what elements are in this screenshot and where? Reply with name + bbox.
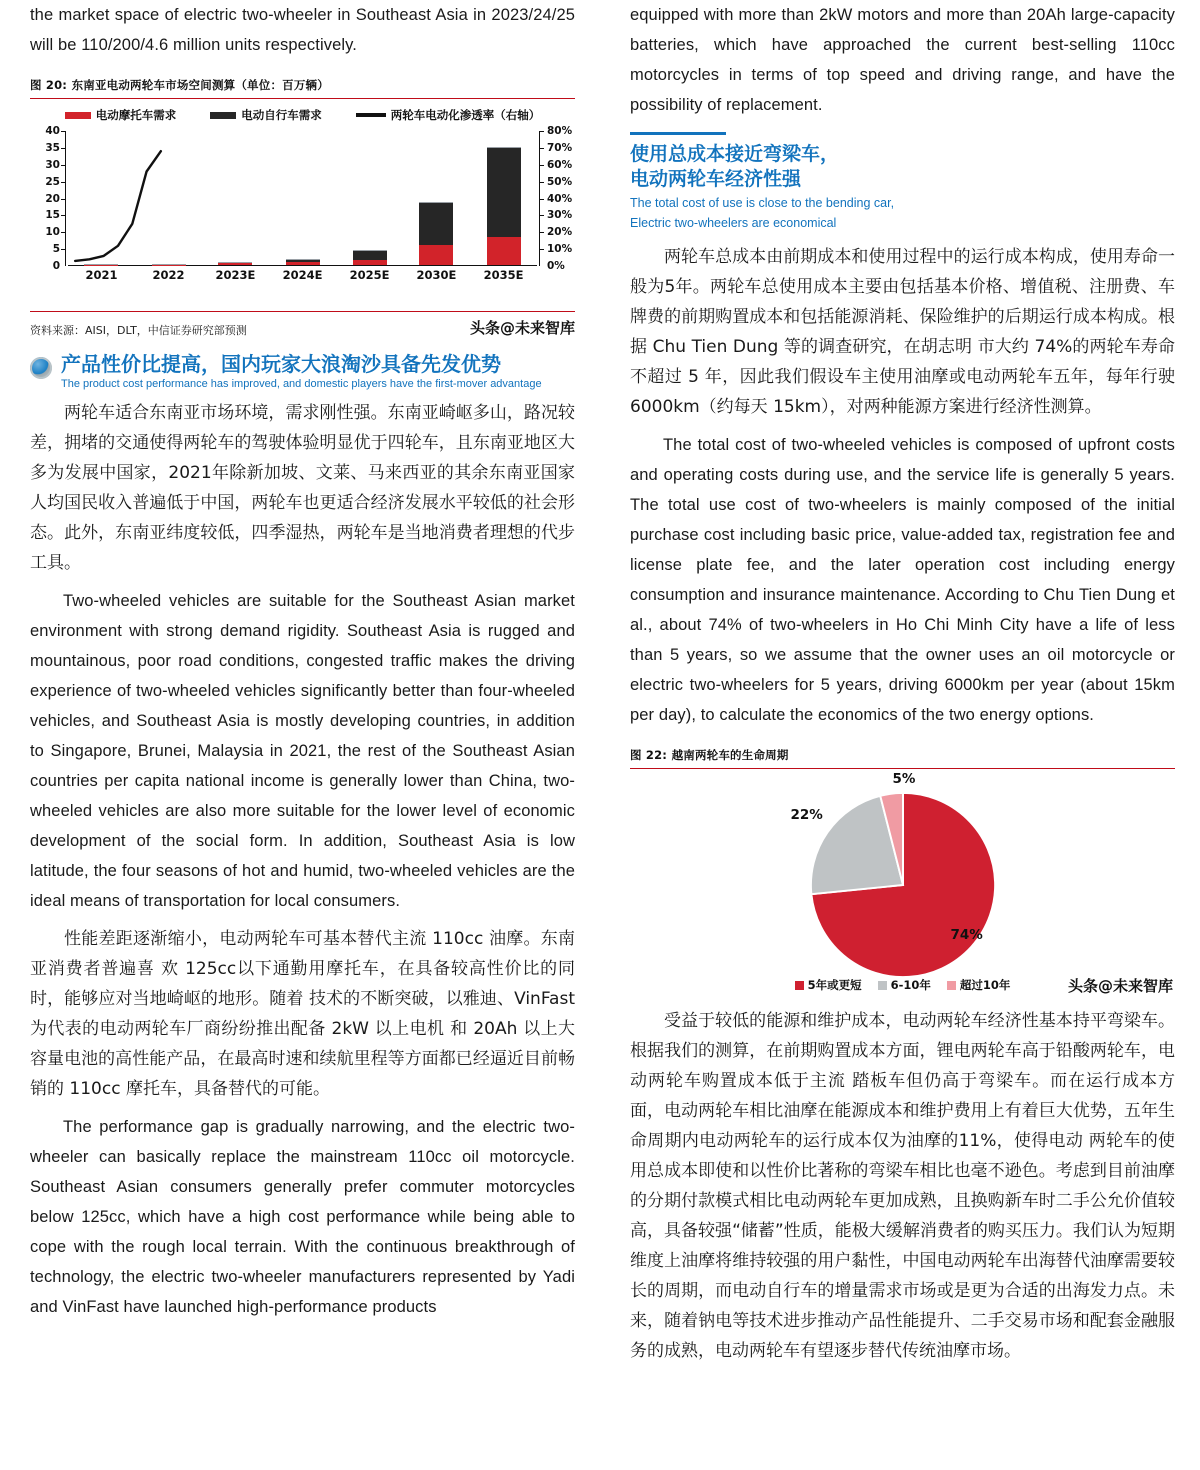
blue-rule-divider	[630, 132, 726, 135]
ytick2-30: 30%	[547, 209, 573, 222]
pie-label-6-10-years: 22%	[790, 807, 823, 823]
figure-22-watermark: 头条@未来智库	[1067, 977, 1173, 995]
left-column	[30, 0, 575, 1322]
figure-20-source: 资料来源：AISI，DLT，中信证券研究部预测	[30, 324, 247, 337]
ytick2-80: 80%	[547, 125, 573, 137]
figure-22	[630, 746, 1175, 996]
legend-swatch-red	[65, 112, 91, 119]
xtick-2030E: 2030E	[416, 268, 457, 282]
legend-item-emoto	[65, 107, 177, 123]
right-paragraph-en-top: equipped with more than 2kW motors and more than 20Ah large-capacity batteries, which have approached the current best-selling 110cc motorcycles in terms of top speed and driving range, and have the possibility of replacement.	[630, 6, 1175, 114]
right-y-axis	[539, 125, 573, 272]
ytick-30: 30	[45, 158, 60, 171]
blue-heading-en-line1: The total cost of use is close to the bending car,	[630, 196, 895, 210]
figure-22-pie-chart	[630, 771, 1175, 975]
figure-20-number: 图 20:	[30, 78, 68, 92]
bar-2024E	[286, 259, 320, 265]
bar-2035E	[487, 147, 521, 265]
left-paragraph-zh-1: 两轮车适合东南亚市场环境，需求刚性强。东南亚崎岖多山，路况较差，拥堵的交通使得两轮车的驾驶体验明显优于四轮车，且东南亚地区大多为发展中国家，2021年除新加坡、文莱、马来西亚的其余东南亚国家人均国民收入普遍低于中国，两轮车也更适合经济发展水平较低的社会形态。此外，东南亚纬度较低，四季湿热，两轮车是当地消费者理想的代步工具。	[30, 403, 575, 573]
pie-legend-label-over10y: 超过10年	[959, 978, 1011, 992]
left-y-axis	[32, 125, 66, 272]
right-paragraph-en-1: The total cost of two-wheeled vehicles is composed of upfront costs and operating costs during use, and the service life is generally 5 years. The total use cost of two-wheelers is mainly composed of the initial purchase cost including basic price, value-added tax, registration fee and license plate fee, and the later operation cost including energy consumption and insurance maintenance. According to Chu Tien Dung et al., about 74% of two-wheelers in Ho Chi Minh City have a life of less than 5 years, so we assume that the owner uses an oil motorcycle or electric two-wheelers for 5 years, driving 6000km per year (about 15km per day), to calculate the economics of the two energy options.	[630, 436, 1175, 724]
legend-swatch-black	[210, 112, 236, 119]
figure-22-title: 越南两轮车的生命周期	[671, 748, 789, 762]
ytick-20: 20	[45, 192, 60, 205]
blue-heading-zh-line1: 使用总成本接近弯梁车，	[630, 143, 840, 165]
ytick2-10: 10%	[547, 243, 573, 256]
pie-legend-label-5y: 5年或更短	[807, 978, 862, 992]
legend-item-penetration	[356, 107, 541, 123]
legend-label-emoto: 电动摩托车需求	[95, 108, 177, 122]
penetration-rate-line	[68, 131, 168, 266]
xtick-2025E: 2025E	[349, 268, 390, 282]
blue-heading-zh-line2: 电动两轮车经济性强	[630, 168, 802, 190]
right-paragraph-zh-1: 两轮车总成本由前期成本和使用过程中的运行成本构成，使用寿命一般为5年。两轮车总使用成本主要由包括基本价格、增值税、注册费、车牌费的前期购置成本和包括能源消耗、保险维护的后期运行成本构成。根据 Chu Tien Dung 等的调查研究，在胡志明 市大约 74%的两轮车寿命不超过 5 年，因此我们假设车主使用油摩或电动两轮车五年，每年行驶6000km（约每天 15km），对两种能源方案进行经济性测算。	[630, 247, 1175, 417]
xtick-2021: 2021	[85, 268, 118, 282]
figure-20-title-bar	[30, 76, 575, 99]
ytick-10: 10	[45, 226, 60, 239]
legend-line-black	[356, 113, 386, 117]
bar-2025E	[353, 250, 387, 265]
ytick2-0: 0%	[547, 260, 565, 272]
blue-heading-en-line2: Electric two-wheelers are economical	[630, 216, 837, 230]
section-heading-en: The product cost performance has improved, and domestic players have the first-mover advantage	[61, 378, 542, 390]
bullet-dot-icon	[30, 357, 52, 379]
ytick2-50: 50%	[547, 175, 573, 188]
left-paragraph-zh-2: 性能差距逐渐缩小，电动两轮车可基本替代主流 110cc 油摩。东南亚消费者普遍喜 欢 125cc以下通勤用摩托车，在具备较高性价比的同时，能够应对当地崎岖的地形。随着 技术的不断突破，以雅迪、VinFast 为代表的电动两轮车厂商纷纷推出配备 2kW 以上电机 和 20Ah 以上大容量电池的高性能产品，在最高时速和续航里程等方面都已经逼近目前畅 销的 110cc 摩托车，具备替代的可能。	[30, 929, 575, 1099]
pie-label-over-10-years: 5%	[892, 771, 916, 787]
left-paragraph-en-1: Two-wheeled vehicles are suitable for the Southeast Asian market environment with strong demand rigidity. Southeast Asia is rugged and mountainous, poor road conditions, congested traffic makes the driving experience of two-wheeled vehicles significantly better than four-wheeled vehicles, and Southeast Asia is mostly developing countries, in addition to Singapore, Brunei, Malaysia in 2021, the rest of the Southeast Asian countries per capita national income is generally lower than China, two-wheeled vehicles are also more suitable for the lower level of economic development of the social form. In addition, Southeast Asia is low latitude, the four seasons of hot and humid, two-wheeled vehicles are the ideal means of transportation for local consumers.	[30, 592, 575, 910]
figure-20-plot-area	[32, 125, 573, 291]
section-heading-product-cost-performance	[30, 352, 575, 392]
pie-label-5-years-or-less: 74%	[950, 927, 983, 943]
legend-label-ebike: 电动自行车需求	[241, 108, 322, 122]
xtick-2035E: 2035E	[483, 268, 524, 282]
right-column	[630, 0, 1175, 1366]
legend-label-penetration: 两轮车电动化渗透率（右轴）	[390, 108, 541, 122]
section-heading-zh: 产品性价比提高，国内玩家大浪淘沙具备先发优势	[61, 352, 501, 376]
section-heading-texts	[61, 352, 575, 392]
xtick-2022: 2022	[152, 268, 185, 282]
figure-20-legend	[30, 103, 575, 127]
left-paragraph-en-2: The performance gap is gradually narrowing, and the electric two-wheeler can basically replace the mainstream 110cc oil motorcycle. Southeast Asian consumers generally prefer commuter motorcycles below 125cc, which have a high cost performance while being able to cope with the rough local terrain. With the continuous breakthrough of technology, the electric two-wheeler manufacturers represented by Yadi and VinFast have launched high-performance products	[30, 1118, 575, 1316]
ytick-0: 0	[52, 260, 60, 272]
right-paragraph-zh-2: 受益于较低的能源和维护成本，电动两轮车经济性基本持平弯梁车。根据我们的测算，在前期购置成本方面，锂电两轮车高于铅酸两轮车，电动两轮车购置成本低于主流 踏板车但仍高于弯梁车。而在运行成本方面，电动两轮车相比油摩在能源成本和维护费用上有着巨大优势，五年生命周期内电动两轮车的运行成本仅为油摩的11%，使得电动 两轮车的使用总成本即使和以性价比著称的弯梁车相比也毫不逊色。考虑到目前油摩的分期付款模式相比电动两轮车更加成熟，且换购新车时二手公允价值较高，具备较强“储蓄”性质，能极大缓解消费者的购买压力。我们认为短期维度上油摩将维持较强的用户黏性，中国电动两轮车出海替代油摩需要较长的周期，而电动自行车的增量需求市场或是更为合适的出海发力点。未来，随着钠电等技术进步推动产品性能提升、二手交易市场和配套金融服务的成熟，电动两轮车有望逐步替代传统油摩市场。	[630, 1011, 1175, 1361]
pie-legend-label-6-10y: 6-10年	[890, 978, 931, 992]
figure-20-x-axis-labels	[68, 268, 537, 290]
xtick-2024E: 2024E	[282, 268, 323, 282]
bar-2023E	[218, 262, 252, 265]
figure-20-title: 东南亚电动两轮车市场空间测算（单位：百万辆）	[71, 78, 329, 92]
ytick2-60: 60%	[547, 158, 573, 171]
ytick-25: 25	[45, 175, 60, 188]
figure-22-number: 图 22:	[630, 748, 668, 762]
ytick2-20: 20%	[547, 226, 573, 239]
ytick-5: 5	[52, 243, 60, 256]
ytick-35: 35	[45, 141, 60, 154]
ytick2-70: 70%	[547, 141, 573, 154]
bar-2030E	[419, 202, 453, 265]
xtick-2023E: 2023E	[215, 268, 256, 282]
legend-item-ebike	[210, 107, 322, 123]
ytick-40: 40	[45, 125, 60, 137]
ytick2-40: 40%	[547, 192, 573, 205]
figure-20-watermark: 头条@未来智库	[469, 319, 575, 337]
blue-heading-total-cost	[630, 132, 1175, 232]
figure-20	[30, 76, 575, 338]
figure-20-source-bar	[30, 311, 575, 338]
pie-slices	[803, 787, 1003, 983]
ytick-15: 15	[45, 209, 60, 222]
left-intro-paragraph: the market space of electric two-wheeler in Southeast Asia in 2023/24/25 will be 110/200/4.6 million units respectively.	[30, 6, 575, 54]
figure-22-title-bar	[630, 746, 1175, 769]
figure-20-bar-chart	[30, 99, 575, 309]
